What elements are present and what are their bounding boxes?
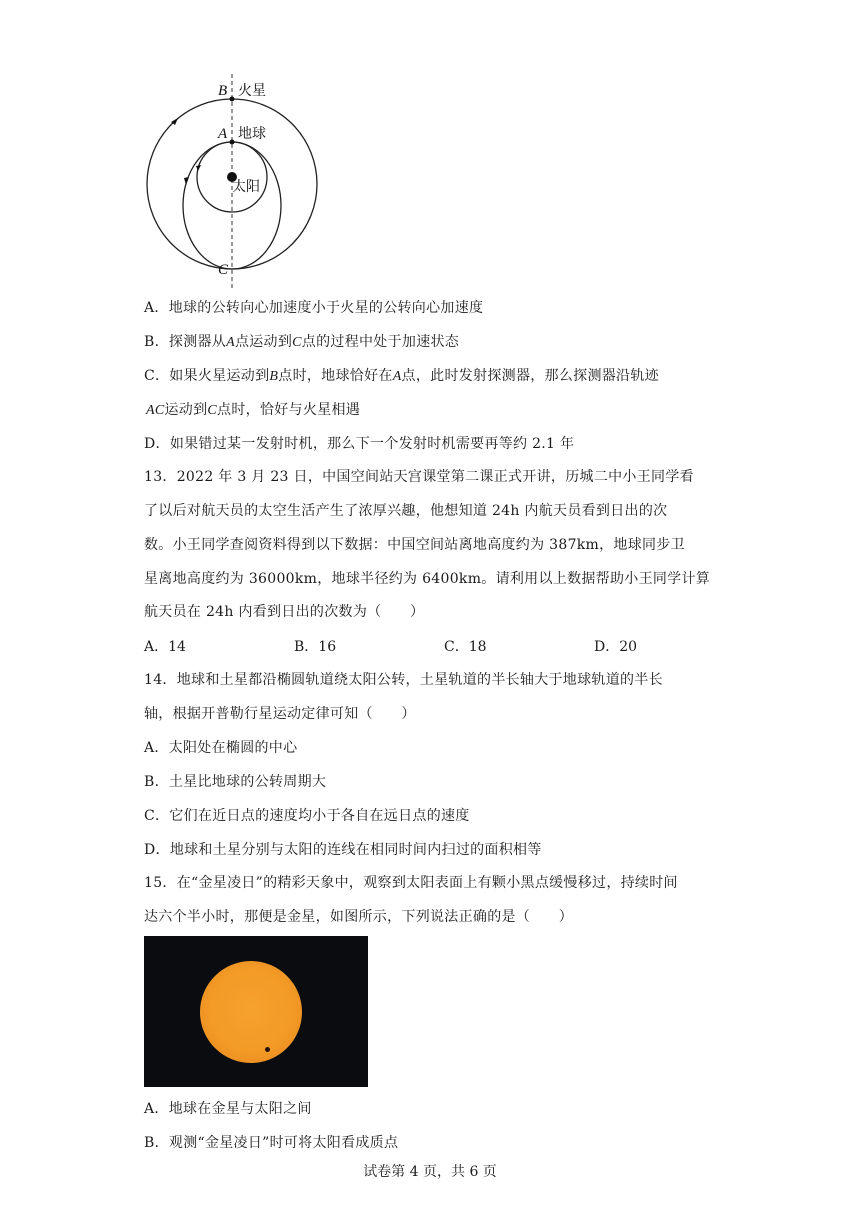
q15-option-a: A．地球在金星与太阳之间	[144, 1101, 312, 1117]
q14-option-c: C．它们在近日点的速度均小于各自在远日点的速度	[144, 808, 470, 824]
q12-c-point-b: B	[269, 369, 279, 384]
q13-option-c: C．18	[444, 639, 487, 655]
q14-option-d: D．地球和土星分别与太阳的连线在相同时间内扫过的面积相等	[144, 842, 542, 858]
sun-disk	[200, 961, 302, 1063]
q14-option-a: A．太阳处在椭圆的中心	[144, 740, 298, 756]
q13-stem-line: 星离地高度约为 36000km，地球半径约为 6400km。请利用以上数据帮助小王同学计算	[144, 571, 711, 587]
venus-transit-photo	[144, 936, 368, 1087]
q13-option-a: A．14	[144, 639, 186, 655]
page-footer: 试卷第 4 页，共 6 页	[363, 1164, 497, 1180]
arrow-earth-orbit	[196, 165, 201, 171]
label-earth: 地球	[238, 126, 266, 142]
q13-stem-line: 数。小王同学查阅资料得到以下数据：中国空间站离地高度约为 387km，地球同步卫	[144, 537, 685, 553]
q12-option-a: A．地球的公转向心加速度小于火星的公转向心加速度	[144, 300, 484, 316]
q13-stem-line: 了以后对航天员的太空生活产生了浓厚兴趣，他想知道 24h 内航天员看到日出的次	[144, 503, 668, 519]
q12-option-d: D．如果错过某一发射时机，那么下一个发射时机需要再等约 2.1 年	[144, 436, 575, 452]
label-sun: 太阳	[232, 179, 260, 195]
q15-stem-line: 达六个半小时，那便是金星，如图所示，下列说法正确的是（ ）	[144, 909, 573, 925]
q14-option-b: B．土星比地球的公转周期大	[144, 774, 327, 790]
label-b: B	[218, 83, 228, 99]
q12-option-b	[144, 332, 459, 353]
point-b-dot	[230, 97, 235, 102]
label-mars: 火星	[238, 83, 266, 99]
q14-stem-line: 14．地球和土星都沿椭圆轨道绕太阳公转，土星轨道的半长轴大于地球轨道的半长	[144, 672, 663, 688]
q12-c-track-ac: AC	[146, 403, 165, 418]
q12-b-point-a: A	[226, 335, 235, 350]
q12-c-point-a: A	[392, 369, 402, 384]
q13-stem-line: 13．2022 年 3 月 23 日，中国空间站天宫课堂第二课正式开讲，历城二中小王同学看	[144, 469, 694, 485]
q12-b-mid: 点运动到	[234, 334, 293, 350]
label-a: A	[218, 126, 228, 142]
q12-c2-post: 点时，恰好与火星相遇	[217, 402, 361, 418]
orbit-diagram	[140, 74, 330, 290]
q13-options	[144, 636, 704, 656]
q15-option-b: B．观测“金星凌日”时可将太阳看成质点	[144, 1135, 399, 1151]
q12-c-mid2: 点，此时发射探测器，那么探测器沿轨迹	[401, 368, 659, 384]
point-a-dot	[230, 140, 235, 145]
q14-stem-line: 轴，根据开普勒行星运动定律可知（ ）	[144, 706, 416, 722]
q12-option-c-cont	[146, 400, 360, 421]
q12-b-post: 点的过程中处于加速状态	[301, 334, 460, 350]
q13-option-d: D．20	[594, 639, 638, 655]
q12-option-c	[144, 366, 659, 387]
q12-b-pre: B．探测器从	[144, 334, 227, 350]
arrow-transfer-orbit	[184, 177, 189, 185]
q12-c2-mid: 运动到	[164, 402, 208, 418]
q12-b-point-c: C	[292, 335, 302, 350]
label-c: C	[218, 262, 229, 278]
venus-dot	[265, 1047, 270, 1052]
q15-stem-line: 15．在“金星凌日”的精彩天象中，观察到太阳表面上有颗小黑点缓慢移过，持续时间	[144, 875, 678, 891]
q12-c2-point-c: C	[207, 403, 218, 418]
q12-c-mid1: 点时，地球恰好在	[278, 368, 393, 384]
q13-stem-line: 航天员在 24h 内看到日出的次数为（ ）	[144, 604, 425, 620]
q12-c-pre: C．如果火星运动到	[144, 368, 270, 384]
q13-option-b: B．16	[294, 639, 337, 655]
